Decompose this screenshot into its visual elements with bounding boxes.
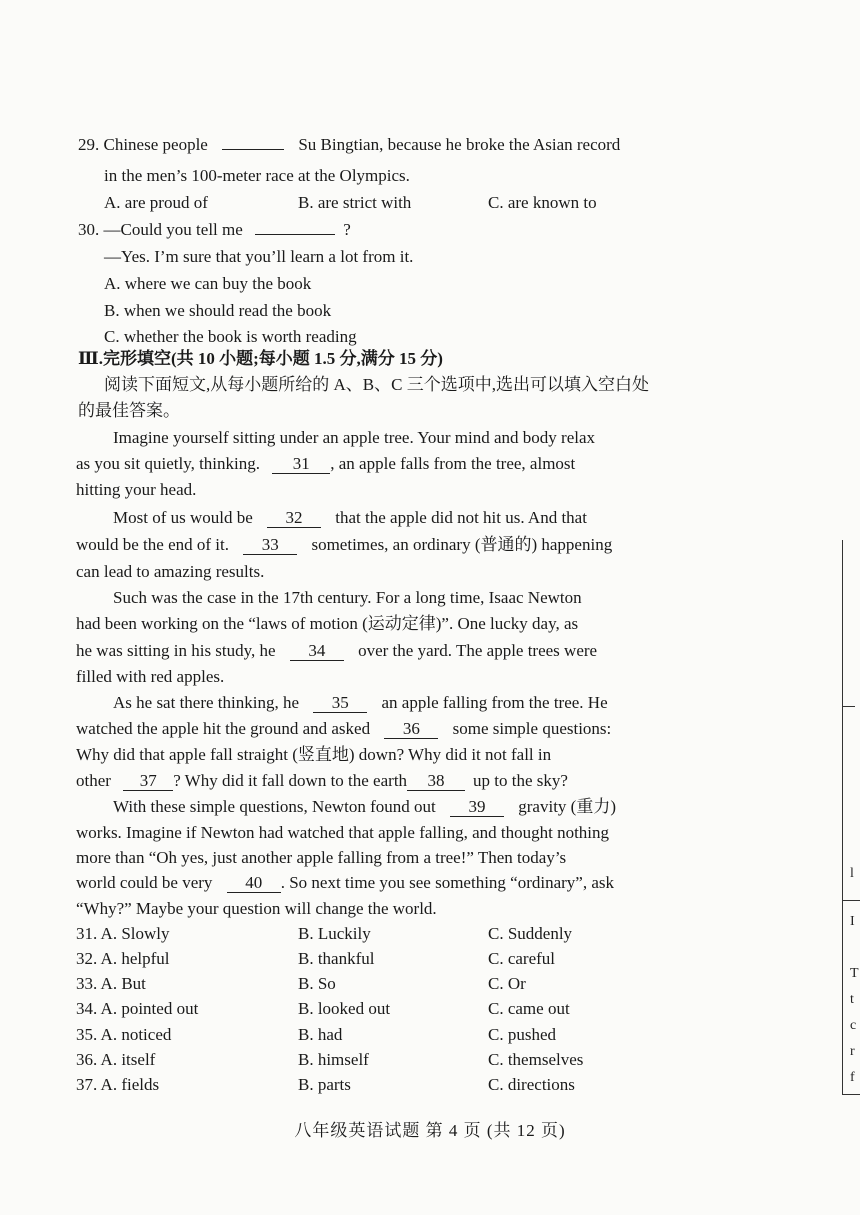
text-segment: he was sitting in his study, he xyxy=(76,641,276,660)
text-segment: As he sat there thinking, he xyxy=(113,693,300,712)
choice-32-b: B. thankful xyxy=(298,949,375,968)
q29-option-a: A. are proud of xyxy=(104,193,208,212)
choice-31-b: B. Luckily xyxy=(298,924,371,943)
text-segment: ? Why did it fall down to the earth xyxy=(173,771,408,790)
passage-p2-line1 xyxy=(113,507,587,529)
passage-p2-line2 xyxy=(76,534,612,556)
q29-option-c: C. are known to xyxy=(488,193,597,212)
choice-36-a: 36. A. itself xyxy=(76,1050,156,1069)
blank-36: 36 xyxy=(384,720,438,739)
choice-37-c: C. directions xyxy=(488,1075,575,1094)
text-segment: , an apple falls from the tree, almost xyxy=(330,454,576,473)
q29-stem-line2: in the men’s 100-meter race at the Olympics. xyxy=(104,166,410,185)
choice-35-c: C. pushed xyxy=(488,1025,556,1044)
text-segment: other xyxy=(76,771,111,790)
adjacent-page-glyph: c xyxy=(850,1018,857,1033)
passage-p4-line1 xyxy=(113,692,608,714)
text-segment: Most of us would be xyxy=(113,508,253,527)
text-segment: With these simple questions, Newton found out xyxy=(113,797,436,816)
passage-p1-line1: Imagine yourself sitting under an apple tree. Your mind and body relax xyxy=(113,428,596,447)
choice-32-a: 32. A. helpful xyxy=(76,949,170,968)
q29-option-b: B. are strict with xyxy=(298,193,412,212)
choice-33-b: B. So xyxy=(298,974,336,993)
passage-p5-line2: works. Imagine if Newton had watched that apple falling, and thought nothing xyxy=(76,823,610,842)
blank-33: 33 xyxy=(243,536,297,555)
passage-p4-line4 xyxy=(76,770,568,792)
page-footer: 八年级英语试题 第 4 页 (共 12 页) xyxy=(294,1121,566,1140)
adjacent-page-border xyxy=(842,540,843,1095)
passage-p3-line2: had been working on the “laws of motion (运动定律)”. One lucky day, as xyxy=(76,614,579,633)
blank-32: 32 xyxy=(267,509,321,528)
text-segment: would be the end of it. xyxy=(76,535,229,554)
text-segment: some simple questions: xyxy=(452,719,612,738)
choice-37-a: 37. A. fields xyxy=(76,1075,160,1094)
adjacent-page-border-bottom xyxy=(842,1094,860,1095)
passage-p5-line3: more than “Oh yes, just another apple falling from a tree!” Then today’s xyxy=(76,848,567,867)
text-segment: that the apple did not hit us. And that xyxy=(335,508,587,527)
blank-34: 34 xyxy=(290,642,344,661)
q30-option-a: A. where we can buy the book xyxy=(104,274,312,293)
text-segment: as you sit quietly, thinking. xyxy=(76,454,261,473)
blank-39: 39 xyxy=(450,798,504,817)
section-instruction-line2: 的最佳答案。 xyxy=(78,401,180,420)
q29-stem-end: Su Bingtian, because he broke the Asian record xyxy=(298,135,621,154)
text-segment: gravity (重力) xyxy=(518,797,616,816)
q30-stem-start: 30. —Could you tell me xyxy=(78,220,243,239)
passage-p1-line3: hitting your head. xyxy=(76,480,197,499)
blank-35: 35 xyxy=(313,694,367,713)
choice-34-a: 34. A. pointed out xyxy=(76,999,199,1018)
passage-p3-line4: filled with red apples. xyxy=(76,667,225,686)
q30-blank xyxy=(255,234,335,235)
choice-36-c: C. themselves xyxy=(488,1050,584,1069)
adjacent-page-glyph: f xyxy=(850,1070,855,1085)
passage-p2-line3: can lead to amazing results. xyxy=(76,562,265,581)
adjacent-page-glyph: t xyxy=(850,992,854,1007)
passage-p5-line4 xyxy=(76,872,614,894)
blank-38: 38 xyxy=(407,772,465,791)
blank-31: 31 xyxy=(272,455,330,474)
q30-stem-end: ? xyxy=(343,220,351,239)
choice-31-c: C. Suddenly xyxy=(488,924,573,943)
blank-40: 40 xyxy=(227,874,281,893)
text-segment: an apple falling from the tree. He xyxy=(381,693,608,712)
q29-blank xyxy=(222,149,284,150)
adjacent-page-glyph: I xyxy=(850,914,855,929)
choice-33-c: C. Or xyxy=(488,974,526,993)
blank-37: 37 xyxy=(123,772,173,791)
passage-p1-line2 xyxy=(76,453,575,475)
q30-stem xyxy=(78,219,351,241)
passage-p3-line1: Such was the case in the 17th century. For a long time, Isaac Newton xyxy=(113,588,582,607)
text-segment: watched the apple hit the ground and asked xyxy=(76,719,371,738)
q30-reply: —Yes. I’m sure that you’ll learn a lot from it. xyxy=(104,247,414,266)
passage-p4-line2 xyxy=(76,718,611,740)
adjacent-page-tick xyxy=(843,706,855,707)
section-instruction-line1: 阅读下面短文,从每小题所给的 A、B、C 三个选项中,选出可以填入空白处 xyxy=(104,375,649,394)
choice-37-b: B. parts xyxy=(298,1075,351,1094)
adjacent-page-glyph: T xyxy=(850,966,859,981)
choice-35-a: 35. A. noticed xyxy=(76,1025,172,1044)
text-segment: sometimes, an ordinary (普通的) happening xyxy=(311,535,613,554)
choice-31-a: 31. A. Slowly xyxy=(76,924,170,943)
text-segment: up to the sky? xyxy=(473,771,568,790)
choice-33-a: 33. A. But xyxy=(76,974,146,993)
section-heading: Ⅲ.完形填空(共 10 小题;每小题 1.5 分,满分 15 分) xyxy=(78,349,443,368)
passage-p5-line1 xyxy=(113,796,616,818)
q30-option-b: B. when we should read the book xyxy=(104,301,332,320)
q29-stem xyxy=(78,134,620,156)
choice-32-c: C. careful xyxy=(488,949,556,968)
choice-35-b: B. had xyxy=(298,1025,343,1044)
choice-34-b: B. looked out xyxy=(298,999,391,1018)
passage-p3-line3 xyxy=(76,640,597,662)
adjacent-page-rule xyxy=(843,900,860,901)
adjacent-page-glyph: r xyxy=(850,1044,855,1059)
choice-36-b: B. himself xyxy=(298,1050,369,1069)
text-segment: over the yard. The apple trees were xyxy=(358,641,598,660)
choice-34-c: C. came out xyxy=(488,999,570,1018)
q29-stem-start: 29. Chinese people xyxy=(78,135,208,154)
q30-option-c: C. whether the book is worth reading xyxy=(104,327,357,346)
text-segment: world could be very xyxy=(76,873,213,892)
text-segment: . So next time you see something “ordinary”, ask xyxy=(280,873,615,892)
adjacent-page-glyph: l xyxy=(850,866,854,881)
passage-p4-line3: Why did that apple fall straight (竖直地) down? Why did it not fall in xyxy=(76,745,552,764)
passage-p5-line5: “Why?” Maybe your question will change the world. xyxy=(76,899,437,918)
